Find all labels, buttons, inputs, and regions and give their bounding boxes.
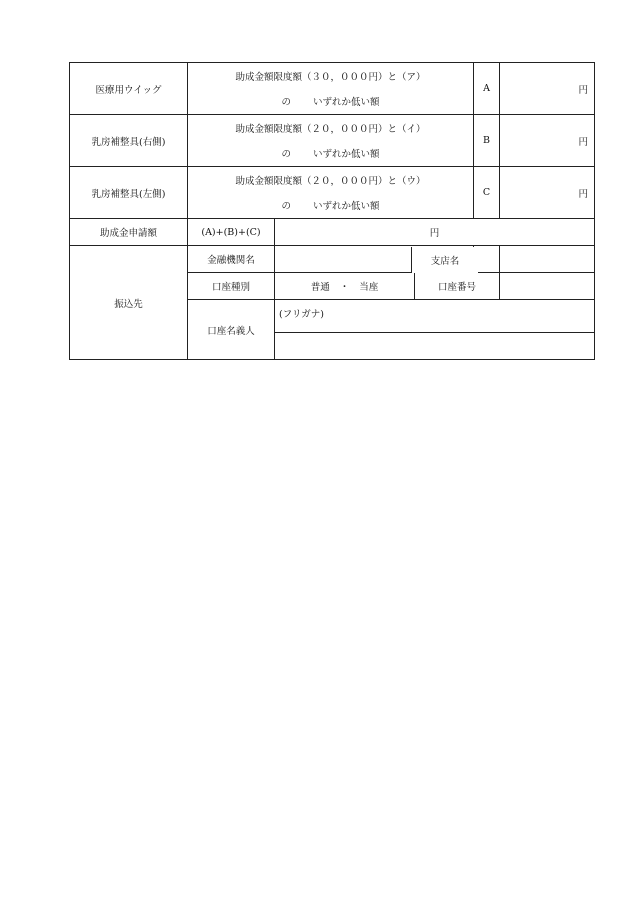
branch-name-field[interactable]	[500, 246, 595, 273]
item-condition	[188, 115, 474, 167]
transfer-label: 振込先	[70, 246, 188, 360]
item-code: A	[474, 63, 500, 115]
account-type-label: 口座種別	[188, 273, 275, 300]
total-label: 助成金申請額	[70, 219, 188, 246]
separator: ・	[339, 282, 350, 293]
amount-field-a[interactable]	[500, 63, 595, 115]
yen-unit: 円	[578, 188, 589, 200]
total-formula: (A)+(B)+(C)	[188, 219, 275, 246]
account-type-options[interactable]	[275, 273, 415, 300]
amount-field-b[interactable]	[500, 115, 595, 167]
item-code: B	[474, 115, 500, 167]
condition-no: の	[281, 97, 292, 108]
condition-lower: いずれか低い額	[313, 97, 380, 108]
item-condition	[188, 167, 474, 219]
item-name: 医療用ウイッグ	[70, 63, 188, 115]
condition-line-2	[192, 198, 469, 212]
condition-line-2	[192, 146, 469, 160]
item-row-left-prosthesis	[70, 167, 595, 219]
condition-line-1: 助成金額限度額（２０，０００円）と（イ）	[235, 124, 426, 135]
furigana-label: (フリガナ)	[279, 309, 324, 320]
condition-line-2	[192, 94, 469, 108]
furigana-field[interactable]	[275, 300, 595, 333]
condition-line-1: 助成金額限度額（３０，０００円）と（ア）	[235, 72, 426, 83]
item-condition	[188, 63, 474, 115]
item-code: C	[474, 167, 500, 219]
amount-field-c[interactable]	[500, 167, 595, 219]
account-type-checking[interactable]: 当座	[359, 282, 379, 293]
yen-unit: 円	[578, 84, 589, 96]
account-holder-field[interactable]	[275, 333, 595, 360]
item-name: 乳房補整具(右側)	[70, 115, 188, 167]
account-holder-label: 口座名義人	[188, 300, 275, 360]
condition-no: の	[281, 201, 292, 212]
item-row-wig	[70, 63, 595, 115]
account-number-field[interactable]	[500, 273, 595, 300]
condition-lower: いずれか低い額	[313, 149, 380, 160]
item-row-right-prosthesis	[70, 115, 595, 167]
account-number-label: 口座番号	[415, 273, 500, 300]
bank-row	[70, 246, 595, 273]
account-type-ordinary[interactable]: 普通	[310, 282, 330, 293]
total-row	[70, 219, 595, 246]
subsidy-application-table	[69, 62, 595, 360]
condition-no: の	[281, 149, 292, 160]
total-amount-field[interactable]	[275, 219, 595, 246]
item-name: 乳房補整具(左側)	[70, 167, 188, 219]
branch-name-label: 支店名	[411, 247, 478, 273]
bank-name-label: 金融機関名	[188, 246, 275, 273]
yen-unit: 円	[578, 136, 589, 148]
condition-line-1: 助成金額限度額（２０，０００円）と（ウ）	[235, 176, 426, 187]
yen-unit: 円	[429, 228, 440, 239]
condition-lower: いずれか低い額	[313, 201, 380, 212]
